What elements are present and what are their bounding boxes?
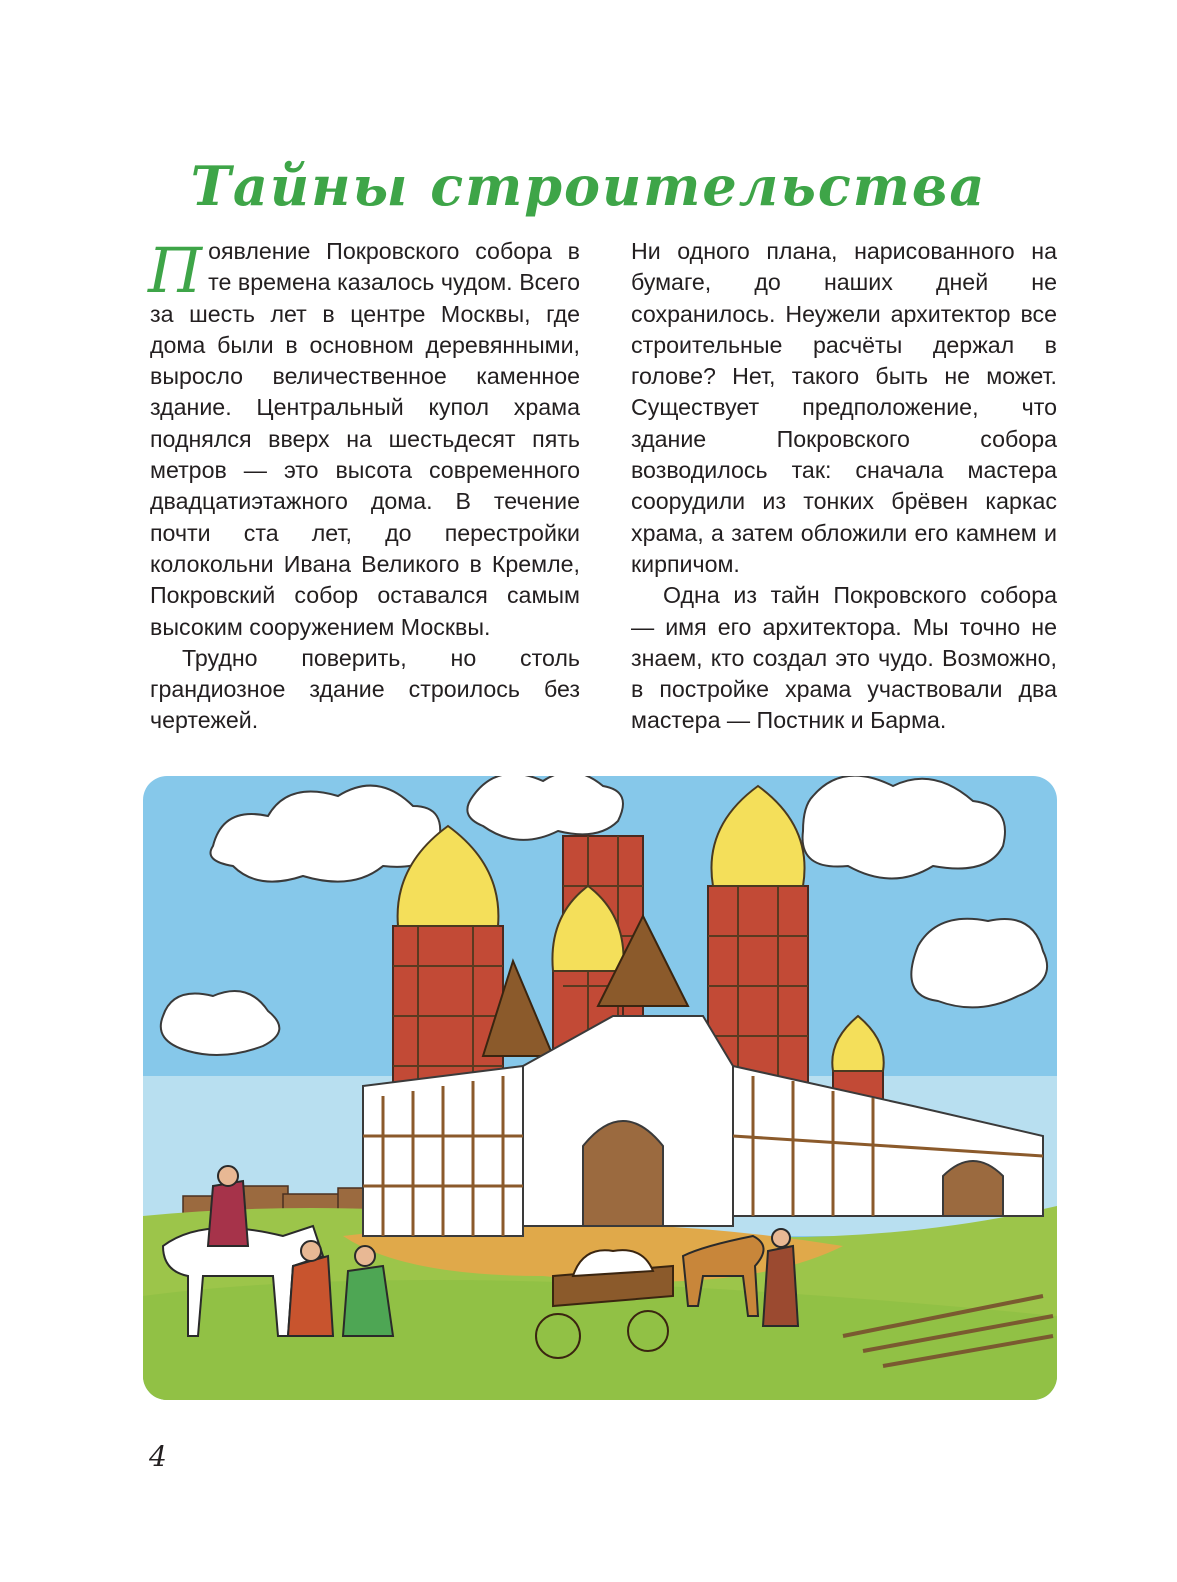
paragraph-text: оявление Покровского собора в те времена казалось чудом. Всего за шесть лет в центре Москвы, где дома были в основном деревянными, выросло величественное каменное здание. Центральный купол храма поднялся вверх на шестьдесят пять метров — это высота современного двадцатиэтажного дома. В течение почти ста лет, до перестройки колокольни Ивана Великого в Кремле, Покровский собор оставался самым высоким сооружением Москвы. [150,238,580,640]
paragraph [150,236,580,643]
text-column-right [631,236,1057,737]
drop-cap: П [148,234,203,307]
page-title: Тайны строительства [190,154,987,219]
paragraph: Ни одного плана, нарисованного на бумаге, до наших дней не сохранилось. Неужели архитектор все строительные расчёты держал в голове? Нет, такого быть не может. Существует предположение, что здание Покровского собора возводилось так: сначала мастера соорудили из тонких брёвен каркас храма, а затем обложили его камнем и кирпичом. [631,238,1057,577]
paragraph: Трудно поверить, но столь грандиозное здание строилось без чертежей. [150,644,580,734]
cathedral-construction-illustration [143,776,1057,1400]
page-number: 4 [149,1440,167,1473]
paragraph: Одна из тайн Покровского собора — имя его архитектора. Мы точно не знаем, кто создал это чудо. Возможно, в постройке храма участвовали два мастера — Постник и Барма. [631,582,1057,734]
text-column-left [150,236,580,737]
